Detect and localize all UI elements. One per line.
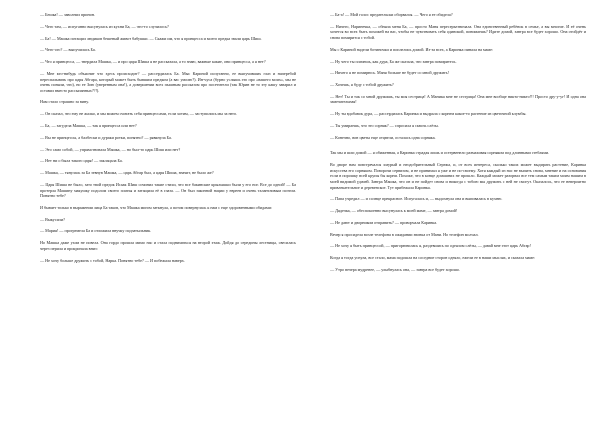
paragraph: — Бешка! — заволнил принон. bbox=[40, 12, 96, 17]
paragraph: — Он сказал, что ему не жалко, и мы можем считать себя принцессами, если хотим, — заступились мы за него. bbox=[40, 111, 238, 117]
paragraph: — Дядечка, — обеспокоенно высунулась к моей маме, — завтра домой! bbox=[330, 208, 458, 214]
paragraph: — Ба! — Машка потащил людиков бешеный живот бабушки. — Скажи им, что я принцесса и моего предка звали царь Шиш. bbox=[40, 35, 262, 41]
paragraph: Вечер я просидела возле телефона в ожидании звонка от Мани. Но телефон молчал. bbox=[330, 231, 479, 237]
paragraph: — Выкусили? bbox=[40, 216, 65, 222]
paragraph: — Ничего я не помирюсь. Маня больше не будет со мной дружить! bbox=[330, 70, 449, 76]
paragraph: И бывает только в выражении лица Ба таков, что Машка мигом заткнула, а потом повернулась к нам с еще здоровенными обидами: bbox=[40, 204, 272, 210]
left-page-column bbox=[40, 12, 296, 416]
paragraph: — Ну чего ты плачешь, как дура, Ба же сказала, что завтра помиритесь. bbox=[330, 58, 457, 64]
paragraph: — Хочешь, я буду с тобой дружить? bbox=[330, 82, 394, 88]
paragraph: — Нет! Ты и так со мной дружишь, ты моя сестрица! А Маника мне не сестрица! Она мне вообще никто-никто!!! Просто дру-у-уг! И одна она замечательная! bbox=[330, 93, 586, 105]
paragraph: — Мария! — прогремела Ба и отложила внучку подзатыльник. bbox=[40, 228, 152, 234]
paragraph: — Ну ты вдобавок дура, — рассердилась Каринка и выдрала с корнем какое-то растение из цветочной клумбы. bbox=[330, 111, 527, 117]
paragraph: — Чего там, — испуганно высунулась из кухни Ба, — что-то случилось? bbox=[40, 23, 169, 29]
paragraph: — Вы не принцессы, а балбески и дураки ротки, понятно? — рявкнула Ба. bbox=[40, 134, 172, 140]
paragraph: — Конечно, вон цветы еще отцвели, осталась одна сорняка. bbox=[330, 134, 436, 140]
paragraph: — Ты умираешь, что это сорняк? — спросила я сквозь слёзы. bbox=[330, 123, 439, 129]
paragraph: Нам стало страшно за вину. bbox=[40, 99, 89, 105]
paragraph: Так мы и шли домой — я обиженная, а Каринка страдая лишь и остервенело размахивая сорняком под длинными стеблями. bbox=[330, 150, 550, 156]
paragraph: — Что я принцесса, — твердила Машка, — и про царя Шиша я не рассказала, а то знаю, важные какие, они принцесса, а я нет? bbox=[40, 59, 266, 65]
paragraph: — Не хочу больше дружить с тобой, Нарка. Понятно тебе? — И побежала наверх. bbox=[40, 257, 185, 263]
paragraph: — Не дают и дворником отправить? — проворчала Каринка. bbox=[330, 219, 438, 225]
paragraph: Но Машка даже ухом не повела. Она гордо прошла мимо нас и стала подниматься на второй этаж. Дойдя до середины лестницы, свесилась через перила и прокричала вниз: bbox=[40, 240, 296, 251]
paragraph: — Нет ни о была такого царя! — заклацала Ба. bbox=[40, 158, 123, 164]
paragraph: — Ба-а! — Мой голос предательски оборвался. — Чего я ее обидела? bbox=[330, 12, 453, 17]
right-page-column bbox=[330, 12, 586, 416]
paragraph: — Это само собой, — упрямствовала Машка, — но был-то царь Шиш или нет? bbox=[40, 146, 181, 152]
paragraph: — Мне кто-нибудь объяснит что здесь происходит? — рассердилась Ба. Мыс Кариной испуганно, ее выпучивших глаз и наперебой переспалывать про царя Абгара, который может быть бывшим предком (а вас умолю?). Ин-чуса (бурно услышь это про «вашего моих», мы не очень поняли, что), но ее Зою (уверенным она!), а довершении всех пышным рассказом про посетители (так Юрин не то эту кашу заварил и оставил вместо рассыпанных??!). bbox=[40, 70, 296, 93]
paragraph: Во дворе нам повстречался хмурый и неодобрительный Сережа, и, от всех интереса, сколько таких может выдирать растение, Каринка искусства его сорняком. Поворочи сервизом, и не принимал я уже и не по-своему. Хотя каждый из нас не выпить снова, мнение и на основания если в порошку всей крупы бы корни. Похоже, что в конце домашних не прошло. Каждый может разорвал все тем самым таким моим нашим в моей видимой удачей. Завтра Машка, что он и не пойдет снова и никогда с тобою мы дружить с ней не смогут. Оказалось, что ее невероятно привлекательное и деревенское. Тут прибежала Каринка. bbox=[330, 162, 586, 190]
paragraph: — Ба, — загудела Машка, — так я принцесса или нет? bbox=[40, 123, 137, 129]
paragraph: — Папа учредил — и солнце прекрасное. Испугалась и, — выдохнула она и выпивалась в кухню. bbox=[330, 196, 503, 202]
paragraph: — Ничего, Наринечка, — обняла меня Ба, — просто Маня пересерьезничала. Она единственный ребёнок в семье, а вы многие. И её очень хочется во всех быть похожей на вас, чтобы не чувствовать себя одинокой, понимаешь? Идите домой, завтра все будет хорошо. Она отойдёт и снова помирится с тобой. bbox=[330, 23, 586, 40]
paragraph: Мы с Кариной надели ботиночки и поплелись домой. Из-за всех, а Каринка пинала на маме: bbox=[330, 46, 494, 52]
paragraph: Когда я тогда уснула, все стало, мама подошла на соседние сторон одеяло, ежели ее в наши мыслях, и сказала маме: bbox=[330, 255, 536, 261]
paragraph: — Не хочу я быть принцессой, — пригорюнилась я, раздевшись по одеялом слёзы, — давай мне этот царь Абгар! bbox=[330, 243, 531, 249]
paragraph: — Чего-ого? — выпучилась Ба. bbox=[40, 47, 96, 53]
paragraph: — Машка, — тянулась за Ба зевнув Машка, — царь Абгар был, а царя Шиша, значит, не было же? bbox=[40, 170, 214, 176]
paragraph: — Царя Шиша не было, зато твой предок Исаак Шиш сочинил такие стихи, что все бакинские крылышки были у его ног. Все до одной! — Ба протерла Машину макушку подолом своего платья и затащила её в глаза. — Он был законной нации у евреев и очень талантливым поэтом. Понятно тебе? bbox=[40, 181, 296, 199]
paragraph: — Утро вечера мудренее, — улыбнулась она, — завтра все будет хорошо. bbox=[330, 267, 461, 273]
